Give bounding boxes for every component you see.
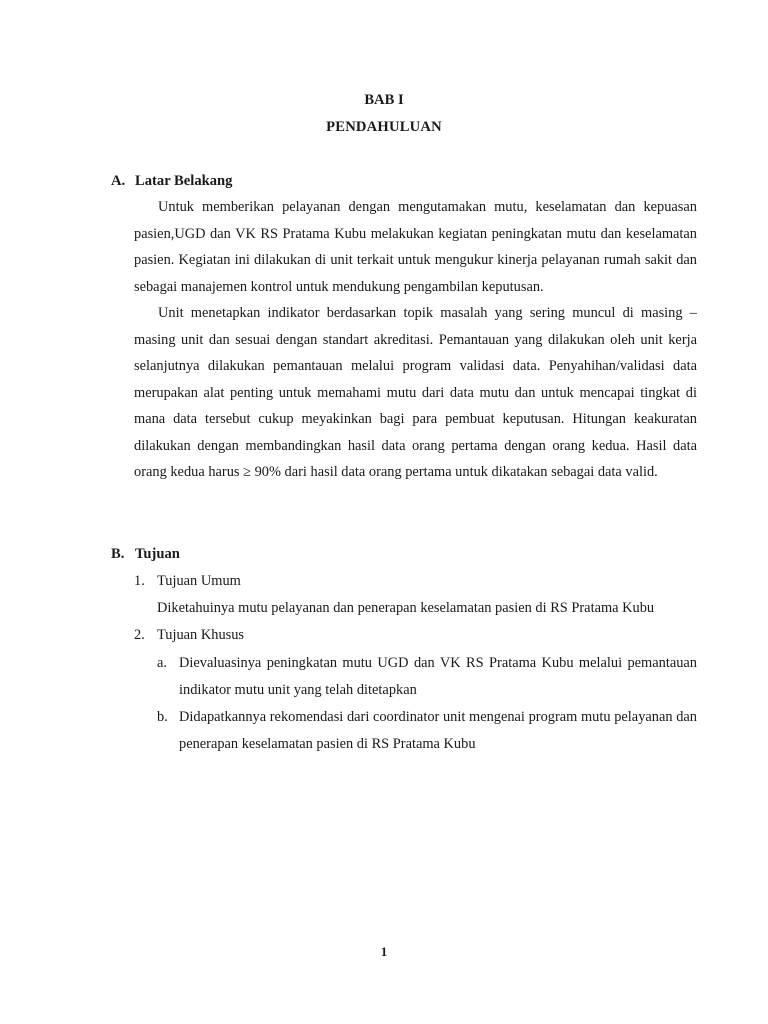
sub-item-text: Dievaluasinya peningkatan mutu UGD dan VK RS Pratama Kubu melalui pemantauan indikator mutu unit yang telah ditetapkan: [179, 655, 697, 698]
section-a-label: A.: [111, 173, 126, 189]
background-paragraph-1: Untuk memberikan pelayanan dengan mengutamakan mutu, keselamatan dan kepuasan pasien,UGD dan VK RS Pratama Kubu melakukan kegiatan peningkatan mutu dan keselamatan pasien. Kegiatan ini dilakukan di unit terkait untuk mengukur kinerja pelayanan rumah sakit dan sebagai manajemen kontrol untuk mendukung pengambilan keputusan.: [134, 199, 697, 295]
list-item-title: Tujuan Umum: [157, 573, 241, 589]
specific-objective-b: [157, 704, 697, 757]
sub-item-text: Didapatkannya rekomendasi dari coordinator unit mengenai program mutu pelayanan dan penerapan keselamatan pasien di RS Pratama Kubu: [179, 709, 697, 752]
chapter-title: PENDAHULUAN: [326, 119, 442, 135]
section-b-title: Tujuan: [135, 546, 180, 562]
list-item-number: 2.: [134, 627, 145, 643]
section-a-heading: [111, 173, 232, 190]
list-item-title: Tujuan Khusus: [157, 627, 245, 643]
list-item-number: 1.: [134, 573, 145, 589]
background-paragraph-2: Unit menetapkan indikator berdasarkan topik masalah yang sering muncul di masing – masing unit dan sesuai dengan standart akreditasi. Pemantauan yang dilakukan oleh unit kerja selanjutnya dilakukan pemantauan melalui program validasi data. Penyahihan/validasi data merupakan alat penting untuk memahami mutu dari data mutu dan untuk mencapai tingkat di mana data tersebut cukup meyakinkan bagi para pembuat keputusan. Hitungan keakuratan dilakukan dengan membandingkan hasil data orang pertama dengan orang kedua. Hasil data orang kedua harus ≥ 90% dari hasil data orang pertama untuk dikatakan sebagai data valid.: [134, 305, 697, 480]
section-a-title: Latar Belakang: [135, 173, 233, 189]
general-objective-description: Diketahuinya mutu pelayanan dan penerapan keselamatan pasien di RS Pratama Kubu: [157, 600, 655, 616]
list-item-general-objective: [134, 573, 241, 590]
section-b-label: B.: [111, 546, 125, 562]
section-b-heading: [111, 546, 180, 563]
sub-item-letter: b.: [157, 709, 168, 725]
sub-item-letter: a.: [157, 655, 167, 671]
specific-objective-a: [157, 650, 697, 703]
chapter-number: BAB I: [364, 92, 404, 108]
list-item-specific-objective: [134, 627, 244, 644]
page-number: 1: [380, 944, 388, 959]
